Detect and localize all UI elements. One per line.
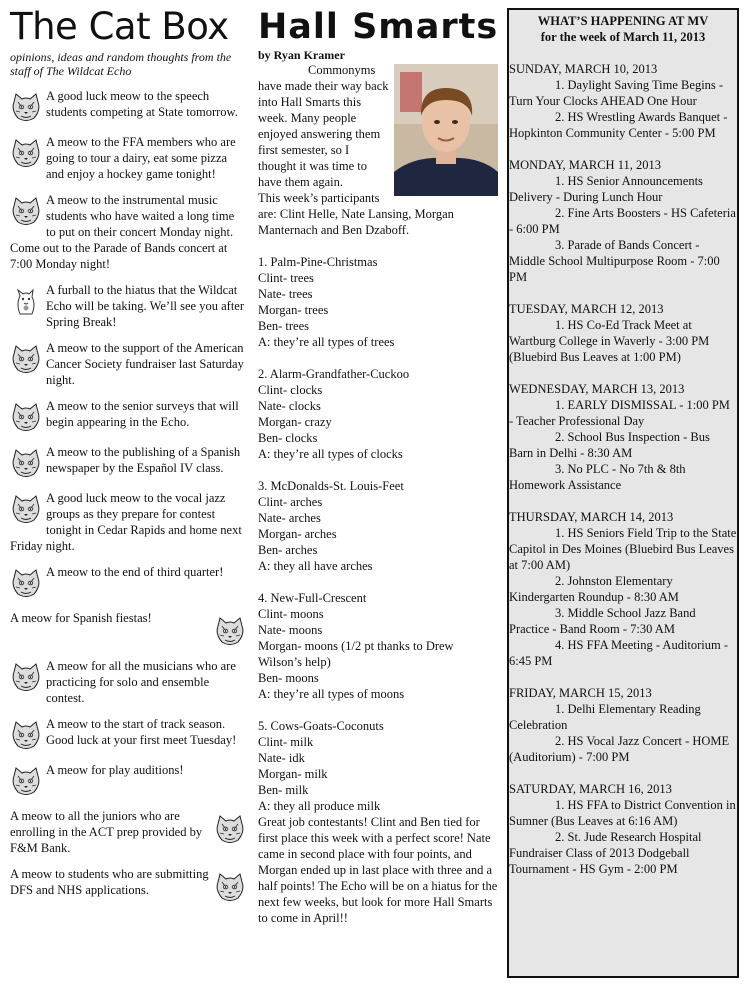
meow-item — [10, 564, 246, 600]
meow-text: A meow for Spanish fiestas! — [10, 611, 152, 625]
contestant-answer: Ben- milk — [258, 783, 309, 797]
contestant-answer: Morgan- moons (1/2 pt thanks to Drew Wilson’s help) — [258, 639, 454, 669]
contestant-answer: Clint- arches — [258, 495, 323, 509]
participants-paragraph: This week’s participants are: Clint Helle, Nate Lansing, Morgan Manternach and Ben Dzaboff. — [258, 191, 454, 237]
contestant-answer: Morgan- crazy — [258, 415, 332, 429]
question-prompt: 3. McDonalds-St. Louis-Feet — [258, 479, 404, 493]
correct-answer: A: they’re all types of trees — [258, 335, 395, 349]
cat-face-icon — [10, 92, 42, 124]
event-item: 3. No PLC - No 7th & 8th Homework Assistance — [509, 462, 686, 492]
cat-box-subtitle: opinions, ideas and random thoughts from the staff of The Wildcat Echo — [10, 50, 232, 78]
cat-face-icon — [10, 568, 42, 600]
cat-face-icon — [10, 402, 42, 434]
question-block — [258, 718, 498, 814]
event-item: 1. HS Co-Ed Track Meet at Wartburg College in Waverly - 3:00 PM (Bluebird Bus Leaves at 1:00 PM) — [509, 318, 710, 364]
meow-text: A good luck meow to the vocal jazz groups as they prepare for contest tonight in Cedar Rapids and home next Friday night. — [10, 491, 242, 553]
cat-face-icon — [214, 616, 246, 648]
cat-face-icon — [10, 662, 42, 694]
meow-item — [10, 88, 246, 124]
event-item: 1. Daylight Saving Time Begins - Turn Your Clocks AHEAD One Hour — [509, 78, 724, 108]
event-day — [509, 61, 737, 141]
meow-item — [10, 808, 246, 856]
contestant-answer: Nate- clocks — [258, 399, 321, 413]
event-item: 1. HS Senior Announcements Delivery - During Lunch Hour — [509, 174, 703, 204]
cat-face-icon — [214, 814, 246, 846]
day-heading: THURSDAY, MARCH 14, 2013 — [509, 510, 674, 524]
meow-text: A meow for play auditions! — [46, 763, 184, 777]
event-day-list — [509, 61, 737, 877]
contestant-answer: Morgan- arches — [258, 527, 337, 541]
event-item: 2. School Bus Inspection - Bus Barn in Delhi - 8:30 AM — [509, 430, 710, 460]
question-block — [258, 590, 498, 702]
contestant-answer: Nate- moons — [258, 623, 323, 637]
meow-text: A meow to all the juniors who are enrolling in the ACT prep provided by F&M Bank. — [10, 809, 203, 855]
contestant-answer: Nate- idk — [258, 751, 305, 765]
event-item: 1. Delhi Elementary Reading Celebration — [509, 702, 701, 732]
event-item: 2. St. Jude Research Hospital Fundraiser Class of 2013 Dodgeball Tournament - HS Gym - 2:00 PM — [509, 830, 702, 876]
meow-item — [10, 282, 246, 330]
event-day — [509, 509, 737, 669]
contestant-answer: Ben- arches — [258, 543, 318, 557]
correct-answer: A: they’re all types of moons — [258, 687, 405, 701]
day-heading: FRIDAY, MARCH 15, 2013 — [509, 686, 652, 700]
cat-face-icon — [10, 494, 42, 526]
happening-week: for the week of March 11, 2013 — [540, 30, 706, 44]
event-day — [509, 781, 737, 877]
day-heading: WEDNESDAY, MARCH 13, 2013 — [509, 382, 685, 396]
meow-text: A furball to the hiatus that the Wildcat Echo will be taking. We’ll see you after Spring Break! — [46, 283, 245, 329]
closing-paragraph: Great job contestants! Clint and Ben tied for first place this week with a perfect score! Nate came in second place with four points, and Morgan ended up in last place with three and a half points! The Echo will be on a hiatus for the next few weeks, but look for more Hall Smarts to come in April!! — [258, 815, 498, 925]
student-portrait-photo — [394, 64, 498, 196]
question-block — [258, 254, 498, 350]
day-heading: SATURDAY, MARCH 16, 2013 — [509, 782, 672, 796]
event-day — [509, 301, 737, 365]
question-prompt: 4. New-Full-Crescent — [258, 591, 367, 605]
meow-text: A meow to the end of third quarter! — [46, 565, 224, 579]
day-heading: MONDAY, MARCH 11, 2013 — [509, 158, 661, 172]
meow-item — [10, 340, 246, 388]
event-day — [509, 381, 737, 493]
meow-text: A meow to the instrumental music students who have waited a long time to put on their concert Monday night. Come out to the Parade of Bands concert at 7:00 Monday night! — [10, 193, 235, 271]
cat-face-icon — [214, 872, 246, 904]
correct-answer: A: they all have arches — [258, 559, 373, 573]
intro-paragraph: Commonyms have made their way back into Hall Smarts this week. Many people enjoyed answering them first semester, so I thought it was time to have them again. — [258, 63, 389, 189]
hall-smarts-title: Hall Smarts — [258, 7, 499, 47]
meow-item — [10, 866, 246, 904]
event-item: 1. EARLY DISMISSAL - 1:00 PM - Teacher Professional Day — [509, 398, 730, 428]
meow-item — [10, 716, 246, 752]
cat-face-icon — [10, 196, 42, 228]
happening-title: WHAT’S HAPPENING AT MV — [537, 14, 709, 28]
cat-face-icon — [10, 720, 42, 752]
event-item: 3. Middle School Jazz Band Practice - Band Room - 7:30 AM — [509, 606, 696, 636]
meow-text: A meow to the support of the American Cancer Society fundraiser last Saturday night. — [46, 341, 244, 387]
question-block — [258, 478, 498, 574]
cat-face-icon — [10, 448, 42, 480]
contestant-answer: Nate- arches — [258, 511, 321, 525]
correct-answer: A: they all produce milk — [258, 799, 381, 813]
contestant-answer: Clint- moons — [258, 607, 324, 621]
event-item: 2. Fine Arts Boosters - HS Cafeteria - 6:00 PM — [509, 206, 736, 236]
question-prompt: 1. Palm-Pine-Christmas — [258, 255, 378, 269]
meow-text: A meow for all the musicians who are practicing for solo and ensemble contest. — [46, 659, 236, 705]
question-block — [258, 366, 498, 462]
contestant-answer: Morgan- trees — [258, 303, 329, 317]
event-day — [509, 157, 737, 285]
cat-face-icon — [10, 138, 42, 170]
meow-item — [10, 658, 246, 706]
meow-item — [10, 444, 246, 480]
contestant-answer: Nate- trees — [258, 287, 313, 301]
event-item: 2. Johnston Elementary Kindergarten Roundup - 8:30 AM — [509, 574, 679, 604]
event-item: 1. HS FFA to District Convention in Sumner (Bus Leaves at 6:16 AM) — [509, 798, 736, 828]
hairball-cat-icon — [10, 286, 42, 318]
question-prompt: 5. Cows-Goats-Coconuts — [258, 719, 384, 733]
contestant-answer: Morgan- milk — [258, 767, 328, 781]
meow-text: A meow to the publishing of a Spanish newspaper by the Español IV class. — [46, 445, 241, 475]
meow-item — [10, 192, 246, 272]
question-prompt: 2. Alarm-Grandfather-Cuckoo — [258, 367, 410, 381]
meow-list — [10, 88, 246, 904]
contestant-answer: Clint- clocks — [258, 383, 323, 397]
day-heading: SUNDAY, MARCH 10, 2013 — [509, 62, 658, 76]
event-item: 3. Parade of Bands Concert - Middle School Multipurpose Room - 7:00 PM — [509, 238, 720, 284]
day-heading: TUESDAY, MARCH 12, 2013 — [509, 302, 664, 316]
hall-smarts-column — [258, 0, 498, 926]
byline: by Ryan Kramer — [258, 48, 345, 62]
cat-face-icon — [10, 344, 42, 376]
meow-item — [10, 490, 246, 554]
whats-happening-box — [507, 8, 739, 978]
event-item: 4. HS FFA Meeting - Auditorium - 6:45 PM — [509, 638, 729, 668]
meow-text: A good luck meow to the speech students competing at State tomorrow. — [46, 89, 238, 119]
hall-smarts-body — [258, 62, 498, 926]
question-list — [258, 254, 498, 814]
event-item: 2. HS Wrestling Awards Banquet - Hopkinton Community Center - 5:00 PM — [509, 110, 728, 140]
contestant-answer: Ben- trees — [258, 319, 310, 333]
contestant-answer: Ben- clocks — [258, 431, 318, 445]
cat-face-icon — [10, 766, 42, 798]
cat-box-column — [10, 0, 246, 904]
correct-answer: A: they’re all types of clocks — [258, 447, 403, 461]
event-day — [509, 685, 737, 765]
event-item: 1. HS Seniors Field Trip to the State Capitol in Des Moines (Bluebird Bus Leaves at 7:00 AM) — [509, 526, 737, 572]
meow-item — [10, 610, 246, 648]
meow-text: A meow to the start of track season. Good luck at your first meet Tuesday! — [46, 717, 237, 747]
meow-text: A meow to the senior surveys that will begin appearing in the Echo. — [46, 399, 239, 429]
event-item: 2. HS Vocal Jazz Concert - HOME (Auditorium) - 7:00 PM — [509, 734, 730, 764]
cat-box-title: The Cat Box — [10, 5, 229, 48]
contestant-answer: Ben- moons — [258, 671, 319, 685]
meow-text: A meow to students who are submitting DFS and NHS applications. — [10, 867, 209, 897]
contestant-answer: Clint- milk — [258, 735, 314, 749]
meow-item — [10, 762, 246, 798]
meow-item — [10, 398, 246, 434]
meow-item — [10, 134, 246, 182]
contestant-answer: Clint- trees — [258, 271, 314, 285]
meow-text: A meow to the FFA members who are going to tour a dairy, eat some pizza and enjoy a hockey game tonight! — [46, 135, 236, 181]
